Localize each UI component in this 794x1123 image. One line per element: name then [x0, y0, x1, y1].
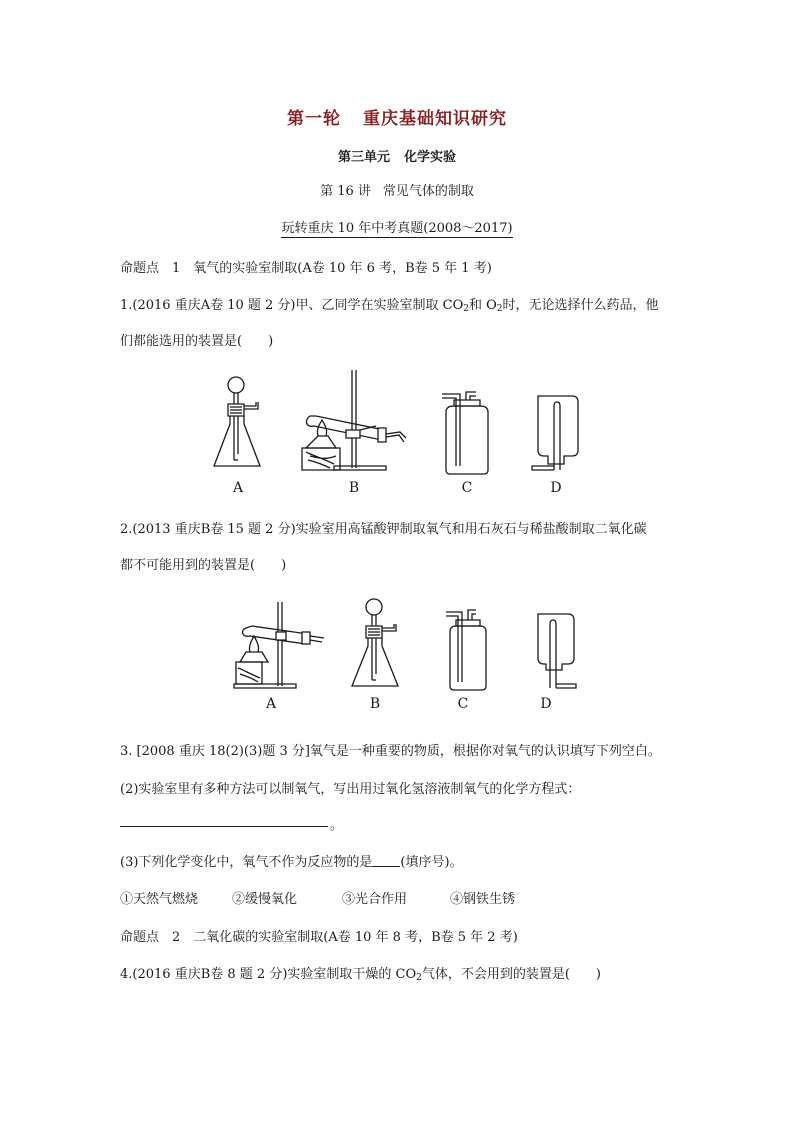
- q3-equation-blank[interactable]: [120, 826, 328, 827]
- chapter-title-subject: 重庆基础知识研究: [363, 109, 507, 129]
- unit-name: 化学实验: [404, 150, 457, 165]
- question-3-line-2: (2)实验室里有多种方法可以制氧气，写出用过氧化氢溶液制氧气的化学方程式：: [120, 782, 581, 797]
- unit-number: 第三单元: [337, 150, 390, 165]
- q2-option-d-label: D: [540, 696, 552, 712]
- question-1-line-1: [120, 294, 659, 314]
- q2-apparatus-d-inverted-bottle: [528, 612, 580, 692]
- section-title-text: 玩转重庆 10 年中考真题(2008～2017): [281, 221, 513, 236]
- q3-part3-text-b: (填序号)。: [400, 855, 463, 870]
- q1-text-c: 时，无论选择什么药品，他: [502, 298, 659, 313]
- q1-text-b: 和 O: [468, 298, 497, 313]
- lecture-title: [0, 180, 794, 199]
- q1-subscript-a: 2: [463, 304, 469, 314]
- q2-option-b-label: B: [369, 696, 381, 712]
- q2-apparatus-a-heating-tube: [228, 600, 326, 692]
- q3-part3-answer-blank[interactable]: [372, 854, 400, 867]
- q4-text-a: 4.(2016 重庆B卷 8 题 2 分)实验室制取干燥的 CO: [120, 967, 417, 982]
- q3-choice-4: ④钢铁生锈: [450, 892, 516, 907]
- q1-apparatus-c-washing-bottle: [440, 392, 494, 476]
- question-4-line-1: [120, 963, 601, 983]
- lecture-name: 常见气体的制取: [382, 184, 474, 199]
- question-3-line-1: 3. [2008 重庆 18(2)(3)题 3 分]氧气是一种重要的物质，根据你对氧气的认识填写下列空白。: [120, 744, 661, 759]
- q2-option-a-label: A: [265, 696, 277, 712]
- q1-apparatus-a-flask-funnel: [208, 374, 268, 474]
- unit-title: [0, 146, 794, 165]
- chapter-title: [0, 104, 794, 129]
- question-1-line-2: 们都能选用的装置是( ): [120, 334, 274, 349]
- q1-apparatus-d-inverted-bottle: [528, 394, 584, 474]
- q2-apparatus-c-washing-bottle: [444, 610, 492, 692]
- q3-part3-text-a: (3)下列化学变化中，氧气不作为反应物的是: [120, 855, 373, 870]
- q1-subscript-b: 2: [496, 304, 503, 314]
- q3-choice-2: ②缓慢氧化: [232, 892, 298, 907]
- q2-apparatus-b-flask-funnel: [346, 596, 406, 692]
- q1-option-b-label: B: [348, 480, 360, 496]
- q1-option-c-label: C: [461, 480, 473, 496]
- lecture-number: 第 16 讲: [320, 184, 371, 199]
- q2-option-c-label: C: [457, 696, 469, 712]
- q1-text-a: 1.(2016 重庆A卷 10 题 2 分)甲、乙同学在实验室制取 CO: [120, 298, 464, 313]
- topic-1-label: 命题点 1 氧气的实验室制取(A卷 10 年 6 考，B卷 5 年 1 考): [120, 261, 492, 276]
- section-title: [0, 217, 794, 236]
- question-2-line-1: 2.(2013 重庆B卷 15 题 2 分)实验室用高锰酸钾制取氧气和用石灰石与稀盐酸制取二氧化碳: [120, 522, 647, 537]
- topic-2-label: 命题点 2 二氧化碳的实验室制取(A卷 10 年 8 考，B卷 5 年 2 考): [120, 930, 518, 945]
- q3-line-3-period: 。: [330, 818, 344, 833]
- q1-apparatus-b-heating-tube: [296, 368, 408, 474]
- question-3-line-4: [120, 851, 463, 870]
- q3-choice-1: ①天然气燃烧: [120, 892, 199, 907]
- q4-subscript: 2: [416, 973, 422, 983]
- q1-option-d-label: D: [550, 480, 562, 496]
- q1-option-a-label: A: [232, 480, 244, 496]
- q3-choice-3: ③光合作用: [342, 892, 408, 907]
- question-2-line-2: 都不可能用到的装置是( ): [120, 558, 287, 573]
- chapter-title-round: 第一轮: [287, 109, 341, 129]
- q4-text-b: 气体，不会用到的装置是( ): [421, 967, 602, 982]
